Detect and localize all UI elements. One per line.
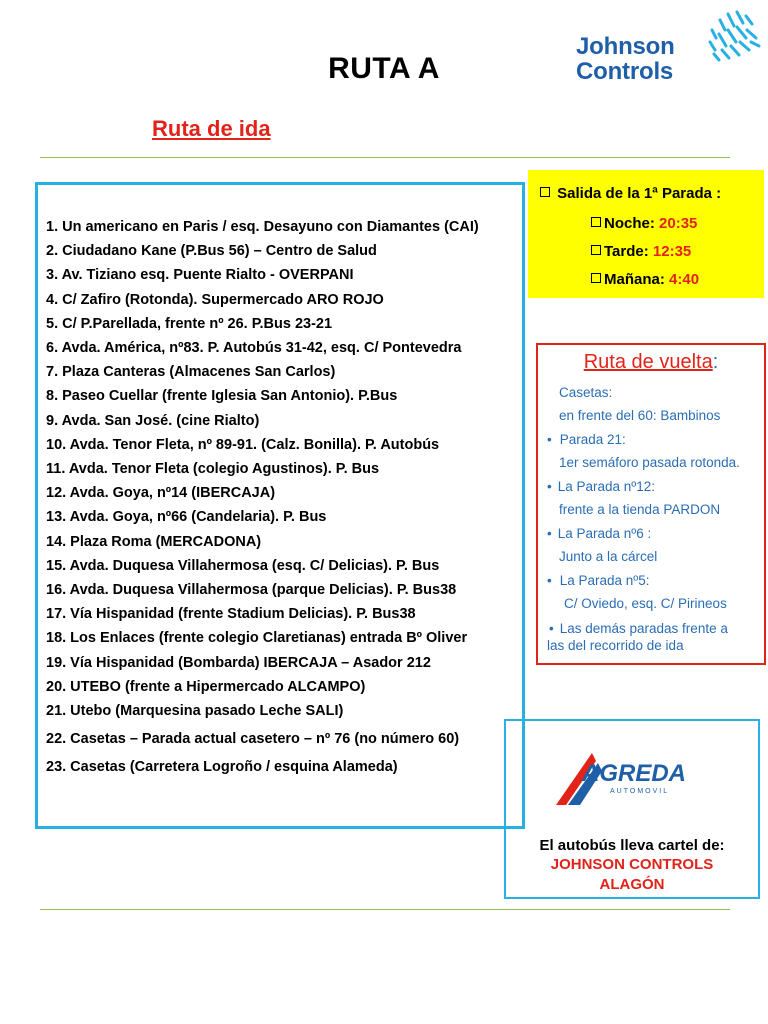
- stop-item: 18. Los Enlaces (frente colegio Claretianas) entrada Bº Oliver: [46, 630, 468, 647]
- stop-item: 7. Plaza Canteras (Almacenes San Carlos): [46, 364, 336, 381]
- stop-item: 2. Ciudadano Kane (P.Bus 56) – Centro de Salud: [46, 243, 377, 260]
- bullet-icon: •: [547, 573, 552, 588]
- ruta-vuelta-heading-text: Ruta de vuelta: [583, 351, 713, 373]
- stop-item: 20. UTEBO (frente a Hipermercado ALCAMPO): [46, 678, 366, 695]
- vuelta-line: La Parada nº5:: [559, 573, 650, 588]
- vuelta-line: en frente del 60: Bambinos: [559, 408, 721, 423]
- salida-label: Noche:: [604, 215, 655, 232]
- vuelta-line: C/ Oviedo, esq. C/ Pirineos: [564, 596, 727, 611]
- checkbox-icon: [591, 245, 601, 255]
- vuelta-line: Las demás paradas frente a: [559, 621, 728, 636]
- agreda-logo-text: AGREDA: [582, 760, 687, 787]
- vuelta-line: Parada 21:: [559, 432, 626, 447]
- checkbox-icon: [540, 187, 550, 197]
- stop-item: 21. Utebo (Marquesina pasado Leche SALI): [46, 703, 344, 720]
- salida-heading: [540, 185, 721, 202]
- logo-line-1: Johnson: [576, 33, 675, 60]
- vuelta-line: Junto a la cárcel: [559, 549, 658, 564]
- stop-item: 13. Avda. Goya, nº66 (Candelaria). P. Bus: [46, 509, 327, 526]
- stop-item: 1. Un americano en Paris / esq. Desayuno con Diamantes (CAI): [46, 219, 479, 235]
- checkbox-icon: [591, 217, 601, 227]
- salida-time: 12:35: [652, 243, 692, 260]
- bus-sign-label: El autobús lleva cartel de:: [539, 837, 725, 854]
- bus-sign-company: JOHNSON CONTROLS: [550, 856, 714, 873]
- logo-mark-icon: [706, 8, 762, 70]
- ruta-ida-heading: Ruta de ida: [152, 116, 271, 141]
- bus-sign-location: ALAGÓN: [599, 876, 665, 893]
- stop-item: 6. Avda. América, nº83. P. Autobús 31-42, esq. C/ Pontevedra: [46, 340, 462, 357]
- bullet-icon: •: [547, 479, 552, 494]
- stop-item: 15. Avda. Duquesa Villahermosa (esq. C/ Delicias). P. Bus: [46, 557, 440, 574]
- vuelta-bullet-line: [547, 573, 649, 588]
- stop-item: 9. Avda. San José. (cine Rialto): [46, 412, 260, 429]
- salida-box: [528, 170, 764, 298]
- agreda-logo-subtext: AUTOMOVIL: [610, 788, 670, 795]
- bullet-icon: •: [547, 432, 552, 447]
- divider-bottom: [40, 909, 730, 910]
- stop-item: 12. Avda. Goya, nº14 (IBERCAJA): [46, 485, 276, 502]
- salida-row-tarde: [591, 243, 691, 260]
- vuelta-line: La Parada nº6 :: [557, 526, 652, 541]
- logo-line-2: Controls: [576, 58, 674, 85]
- vuelta-bullet-line: [547, 526, 651, 541]
- agreda-logo: [552, 733, 692, 819]
- stop-item: 8. Paseo Cuellar (frente Iglesia San Antonio). P.Bus: [46, 388, 398, 405]
- stop-item: 10. Avda. Tenor Fleta, nº 89-91. (Calz. Bonilla). P. Autobús: [46, 436, 440, 453]
- vuelta-line: 1er semáforo pasada rotonda.: [559, 455, 740, 470]
- stop-item: 3. Av. Tiziano esq. Puente Rialto - OVERPANI: [46, 267, 354, 284]
- ruta-vuelta-box: [536, 343, 766, 665]
- vuelta-line: La Parada nº12:: [557, 479, 655, 494]
- bus-info-box: [504, 719, 760, 899]
- vuelta-line: las del recorrido de ida: [547, 638, 684, 653]
- ruta-vuelta-heading-colon: :: [712, 351, 719, 373]
- stop-item: 19. Vía Hispanidad (Bombarda) IBERCAJA – Asador 212: [46, 654, 431, 671]
- stop-item: 11. Avda. Tenor Fleta (colegio Agustinos). P. Bus: [46, 461, 380, 478]
- salida-label: Tarde:: [604, 243, 649, 260]
- stop-item: 14. Plaza Roma (MERCADONA): [46, 533, 262, 550]
- vuelta-bullet-line: [547, 432, 626, 447]
- page-title: RUTA A: [328, 52, 440, 85]
- vuelta-bullet-line: [547, 479, 655, 494]
- salida-time: 4:40: [669, 271, 700, 288]
- stop-item: 17. Vía Hispanidad (frente Stadium Delicias). P. Bus38: [46, 606, 416, 623]
- stop-item: 22. Casetas – Parada actual casetero – nº 76 (no número 60): [46, 731, 460, 748]
- checkbox-icon: [591, 273, 601, 283]
- bullet-icon: •: [549, 621, 554, 636]
- divider-top: [40, 157, 730, 158]
- salida-heading-text: Salida de la 1ª Parada :: [557, 185, 722, 202]
- bullet-icon: •: [547, 526, 552, 541]
- johnson-controls-logo: [576, 8, 762, 88]
- vuelta-line: frente a la tienda PARDON: [559, 502, 721, 517]
- salida-row-manana: [591, 271, 699, 288]
- salida-row-noche: [591, 215, 697, 232]
- vuelta-line: Casetas:: [559, 385, 613, 400]
- vuelta-bullet-line: [549, 621, 728, 636]
- salida-label: Mañana:: [604, 271, 665, 288]
- ruta-ida-stop-list: [46, 215, 516, 780]
- stop-item: 5. C/ P.Parellada, frente nº 26. P.Bus 23-21: [46, 315, 333, 332]
- stop-item: 4. C/ Zafiro (Rotonda). Supermercado ARO ROJO: [46, 291, 384, 308]
- ruta-vuelta-heading: [538, 351, 764, 374]
- salida-time: 20:35: [659, 215, 698, 232]
- stop-item: 23. Casetas (Carretera Logroño / esquina Alameda): [46, 759, 398, 776]
- stop-item: 16. Avda. Duquesa Villahermosa (parque Delicias). P. Bus38: [46, 582, 457, 599]
